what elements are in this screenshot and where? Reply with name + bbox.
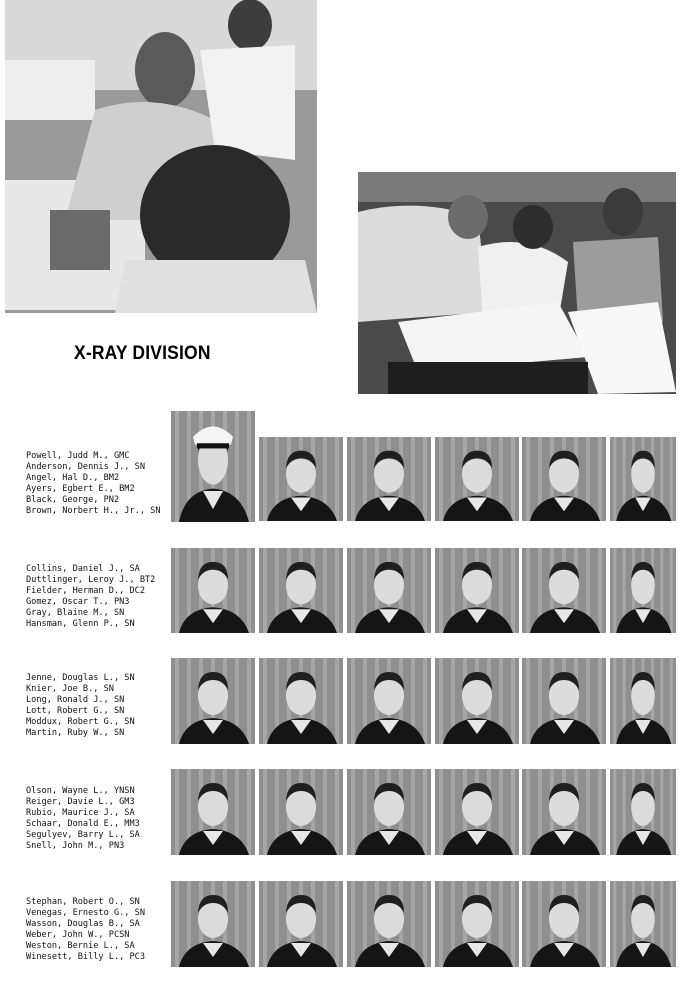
roster-name: Brown, Norbert H., Jr., SN bbox=[26, 506, 161, 517]
roster-name: Gomez, Oscar T., PN3 bbox=[26, 597, 130, 608]
sailor-portrait bbox=[522, 437, 606, 521]
roster-names-group-2 bbox=[26, 564, 171, 631]
page-title: X-RAY DIVISION bbox=[74, 343, 211, 364]
roster-names-group-4 bbox=[26, 786, 171, 853]
sailor-portrait bbox=[522, 658, 606, 744]
roster-name: Lott, Robert G., SN bbox=[26, 706, 125, 717]
roster-names-group-1 bbox=[26, 451, 171, 518]
roster-name: Segulyev, Barry L., SA bbox=[26, 830, 140, 841]
roster-name: Long, Ronald J., SN bbox=[26, 695, 125, 706]
sailor-portrait bbox=[435, 769, 519, 855]
sailor-portrait bbox=[347, 437, 431, 521]
roster-name: Weston, Bernie L., SA bbox=[26, 941, 135, 952]
roster-name: Anderson, Dennis J., SN bbox=[26, 462, 145, 473]
roster-name: Duttlinger, Leroy J., BT2 bbox=[26, 575, 156, 586]
sailor-portrait bbox=[347, 769, 431, 855]
sailor-portrait bbox=[259, 548, 343, 633]
roster-name: Collins, Daniel J., SA bbox=[26, 564, 140, 574]
sailor-portrait bbox=[522, 769, 606, 855]
roster-name: Knier, Joe B., SN bbox=[26, 684, 114, 695]
sailor-portrait bbox=[171, 548, 255, 633]
roster-name: Schaar, Donald E., MM3 bbox=[26, 819, 140, 830]
roster-name: Black, George, PN2 bbox=[26, 495, 120, 506]
sailor-portrait bbox=[522, 548, 606, 633]
sailor-portrait bbox=[171, 769, 255, 855]
sailor-portrait bbox=[259, 437, 343, 521]
sailor-portrait bbox=[259, 769, 343, 855]
roster-name: Martin, Ruby W., SN bbox=[26, 728, 125, 739]
sailor-portrait bbox=[171, 881, 255, 967]
roster-name: Moddux, Robert G., SN bbox=[26, 717, 135, 728]
sailor-portrait bbox=[259, 658, 343, 744]
roster-name: Powell, Judd M., GMC bbox=[26, 451, 130, 461]
sailor-portrait bbox=[610, 769, 676, 855]
sailor-portrait bbox=[610, 437, 676, 521]
roster-name: Ayers, Egbert E., BM2 bbox=[26, 484, 135, 495]
sailor-portrait bbox=[522, 881, 606, 967]
roster-name: Winesett, Billy L., PC3 bbox=[26, 952, 145, 963]
sailor-portrait bbox=[259, 881, 343, 967]
sailor-portrait bbox=[435, 437, 519, 521]
sailor-portrait bbox=[347, 548, 431, 633]
sailor-portrait bbox=[347, 658, 431, 744]
roster-name: Wasson, Douglas B., SA bbox=[26, 919, 140, 930]
roster-name: Angel, Hal D., BM2 bbox=[26, 473, 120, 484]
sailor-portrait bbox=[435, 548, 519, 633]
roster-name: Rubio, Maurice J., SA bbox=[26, 808, 135, 819]
roster-name: Gray, Blaine M., SN bbox=[26, 608, 125, 619]
sailor-portrait bbox=[435, 658, 519, 744]
roster-names-group-3 bbox=[26, 673, 171, 740]
roster-names-group-5 bbox=[26, 897, 171, 964]
roster-name: Stephan, Robert O., SN bbox=[26, 897, 140, 907]
roster-name: Snell, John M., PN3 bbox=[26, 841, 125, 852]
sailor-portrait bbox=[347, 881, 431, 967]
office-work-photo bbox=[5, 0, 317, 313]
roster-name: Fielder, Herman D., DC2 bbox=[26, 586, 145, 597]
roster-name: Venegas, Ernesto G., SN bbox=[26, 908, 145, 919]
officer-portrait bbox=[171, 411, 255, 522]
drafting-table-photo bbox=[358, 172, 676, 394]
sailor-portrait bbox=[610, 658, 676, 744]
sailor-portrait bbox=[610, 548, 676, 633]
roster-name: Weber, John W., PCSN bbox=[26, 930, 130, 941]
roster-name: Hansman, Glenn P., SN bbox=[26, 619, 135, 630]
roster-name: Reiger, Davie L., GM3 bbox=[26, 797, 135, 808]
roster-name: Jenne, Douglas L., SN bbox=[26, 673, 135, 683]
sailor-portrait bbox=[610, 881, 676, 967]
sailor-portrait bbox=[171, 658, 255, 744]
sailor-portrait bbox=[435, 881, 519, 967]
roster-name: Olson, Wayne L., YNSN bbox=[26, 786, 135, 796]
